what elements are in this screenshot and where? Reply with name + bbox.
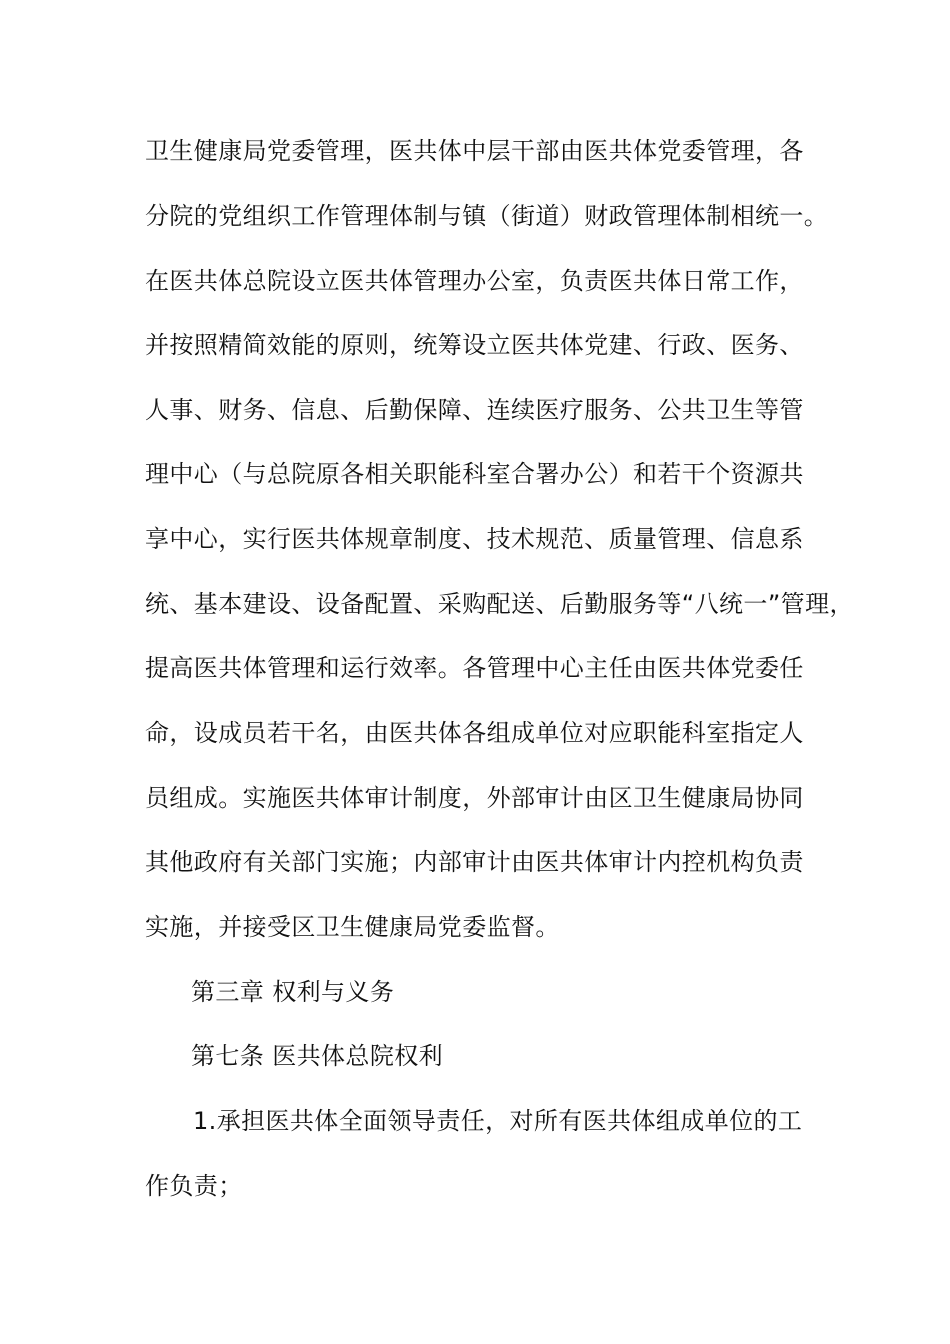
paragraph-line: 实施，并接受区卫生健康局党委监督。 — [145, 913, 560, 941]
paragraph-line: 享中心，实行医共体规章制度、技术规范、质量管理、信息系 — [145, 525, 804, 553]
paragraph-line: 人事、财务、信息、后勤保障、连续医疗服务、公共卫生等管 — [145, 396, 804, 424]
paragraph-line: 卫生健康局党委管理，医共体中层干部由医共体党委管理，各 — [145, 137, 804, 165]
article-heading: 第七条 医共体总院权利 — [191, 1042, 444, 1070]
paragraph-line: 提高医共体管理和运行效率。各管理中心主任由医共体党委任 — [145, 654, 804, 682]
paragraph-line: 理中心（与总院原各相关职能科室合署办公）和若干个资源共 — [145, 460, 804, 488]
paragraph-line: 统、基本建设、设备配置、采购配送、后勤服务等“八统一”管理， — [145, 590, 854, 618]
paragraph-line: 分院的党组织工作管理体制与镇（街道）财政管理体制相统一。 — [145, 202, 829, 230]
paragraph-line: 并按照精简效能的原则，统筹设立医共体党建、行政、医务、 — [145, 331, 804, 359]
paragraph-line: 其他政府有关部门实施；内部审计由医共体审计内控机构负责 — [145, 848, 804, 876]
list-item-line: 作负责； — [145, 1172, 243, 1200]
paragraph-line: 员组成。实施医共体审计制度，外部审计由区卫生健康局协同 — [145, 784, 804, 812]
paragraph-line: 在医共体总院设立医共体管理办公室，负责医共体日常工作， — [145, 267, 804, 295]
list-item-line: 1.承担医共体全面领导责任，对所有医共体组成单位的工 — [193, 1107, 803, 1135]
chapter-heading: 第三章 权利与义务 — [191, 978, 395, 1006]
paragraph-line: 命，设成员若干名，由医共体各组成单位对应职能科室指定人 — [145, 719, 804, 747]
